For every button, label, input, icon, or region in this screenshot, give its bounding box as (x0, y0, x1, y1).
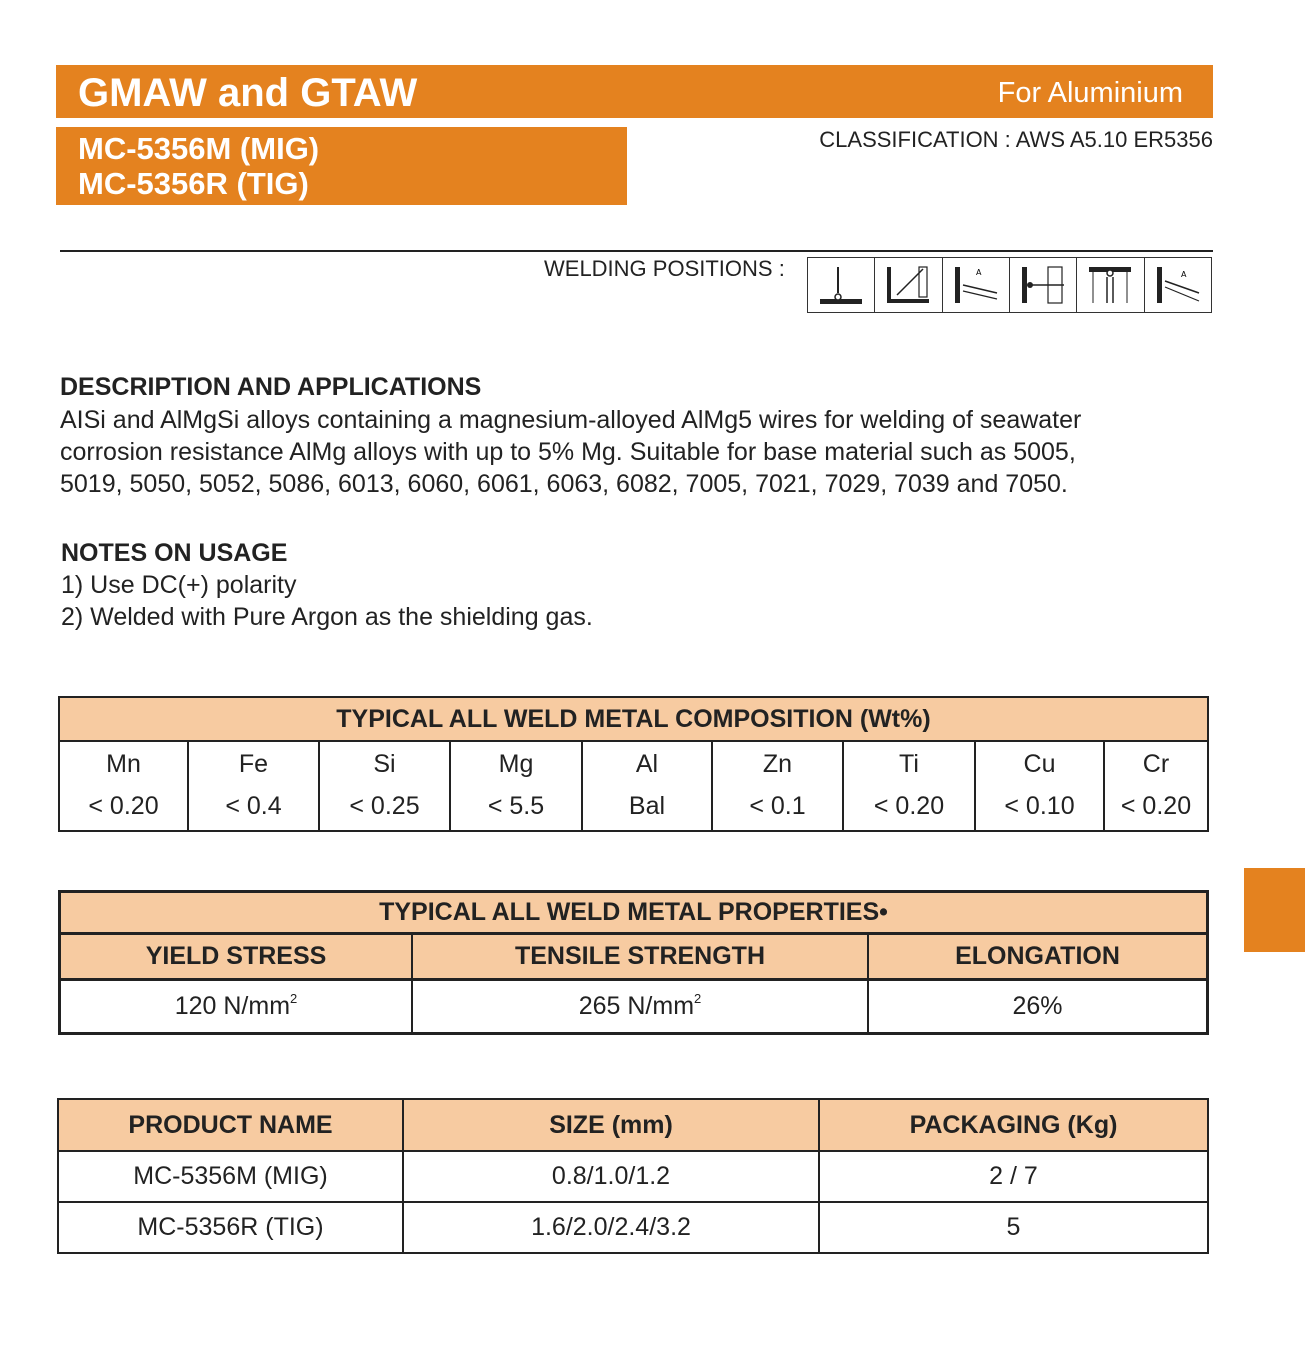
product-name-header: PRODUCT NAME (58, 1099, 403, 1151)
properties-title: TYPICAL ALL WELD METAL PROPERTIES• (60, 892, 1208, 934)
packaging-cell: 5 (1006, 1213, 1021, 1241)
description-line: corrosion resistance AlMg alloys with up to 5% Mg. Suitable for base material such as 5005, (60, 438, 1076, 466)
composition-title: TYPICAL ALL WELD METAL COMPOSITION (Wt%) (59, 697, 1208, 741)
element-symbol: Si (319, 741, 450, 783)
element-value: < 0.20 (59, 783, 188, 831)
page-subtitle: For Aluminium (997, 77, 1183, 109)
element-symbol: Mg (450, 741, 582, 783)
page-title: GMAW and GTAW (78, 71, 418, 115)
elongation-value: 26% (1012, 992, 1063, 1020)
tensile-strength-header: TENSILE STRENGTH (412, 934, 868, 980)
horizontal-fillet-icon (875, 258, 942, 312)
element-symbol: Zn (712, 741, 843, 783)
product-name-mig: MC-5356M (MIG) (78, 131, 320, 166)
description-line: 5019, 5050, 5052, 5086, 6013, 6060, 6061, 6063, 6082, 7005, 7021, 7029, 7039 and 7050. (60, 470, 1068, 498)
description-heading: DESCRIPTION AND APPLICATIONS (60, 373, 482, 401)
yield-stress-value: 120 $N/mm^2$ (60, 980, 413, 1034)
elongation-header: ELONGATION (868, 934, 1208, 980)
note-item: 2) Welded with Pure Argon as the shielding gas. (61, 603, 593, 631)
table-row (58, 1202, 1208, 1253)
tensile-strength-value: 265 $N/mm^2$ (412, 980, 868, 1034)
size-cell: 0.8/1.0/1.2 (403, 1151, 819, 1202)
yield-stress-header: YIELD STRESS (60, 934, 413, 980)
element-symbol: Cr (1142, 749, 1170, 778)
packaging-cell: 2 / 7 (819, 1151, 1208, 1202)
element-value: < 0.4 (188, 783, 319, 831)
element-value: < 0.1 (712, 783, 843, 831)
element-value: < 0.20 (843, 783, 975, 831)
divider (60, 250, 1213, 252)
element-value: < 0.20 (1120, 792, 1192, 820)
table-row (58, 1151, 1208, 1202)
element-symbol: Al (582, 741, 712, 783)
vertical-position-icon (1010, 258, 1077, 312)
flat-position-icon (808, 258, 875, 312)
element-value: < 0.10 (975, 783, 1104, 831)
notes-heading: NOTES ON USAGE (61, 539, 288, 567)
product-name-cell: MC-5356R (TIG) (58, 1202, 403, 1253)
packaging-header: PACKAGING (Kg) (819, 1099, 1208, 1151)
classification: CLASSIFICATION : AWS A5.10 ER5356 (819, 127, 1213, 152)
svg-text:A: A (1180, 270, 1187, 279)
vertical-down-icon (1145, 258, 1211, 312)
overhead-position-icon (1077, 258, 1144, 312)
product-name-cell: MC-5356M (MIG) (58, 1151, 403, 1202)
welding-positions-label: WELDING POSITIONS : (544, 256, 785, 281)
element-symbol: Fe (188, 741, 319, 783)
note-item: 1) Use DC(+) polarity (61, 571, 297, 599)
element-symbol: Cu (975, 741, 1104, 783)
products-table (57, 1098, 1209, 1254)
side-tab (1244, 868, 1305, 952)
composition-table (58, 696, 1209, 832)
welding-positions-icons (807, 257, 1212, 313)
product-name-tig: MC-5356R (TIG) (78, 166, 309, 201)
properties-table (58, 890, 1209, 1035)
product-names-box (56, 127, 627, 205)
element-value: < 5.5 (450, 783, 582, 831)
notes-list (61, 569, 593, 633)
element-value: Bal (582, 783, 712, 831)
element-symbol: Mn (59, 741, 188, 783)
horizontal-position-icon (943, 258, 1010, 312)
element-symbol: Ti (843, 741, 975, 783)
title-bar (56, 65, 1213, 118)
size-cell: 1.6/2.0/2.4/3.2 (403, 1202, 819, 1253)
size-header: SIZE (mm) (403, 1099, 819, 1151)
description-line: AISi and AlMgSi alloys containing a magnesium-alloyed AlMg5 wires for welding of seawater (60, 406, 1082, 434)
element-value: < 0.25 (319, 783, 450, 831)
description-text (60, 404, 1210, 500)
svg-text:A: A (975, 268, 982, 277)
